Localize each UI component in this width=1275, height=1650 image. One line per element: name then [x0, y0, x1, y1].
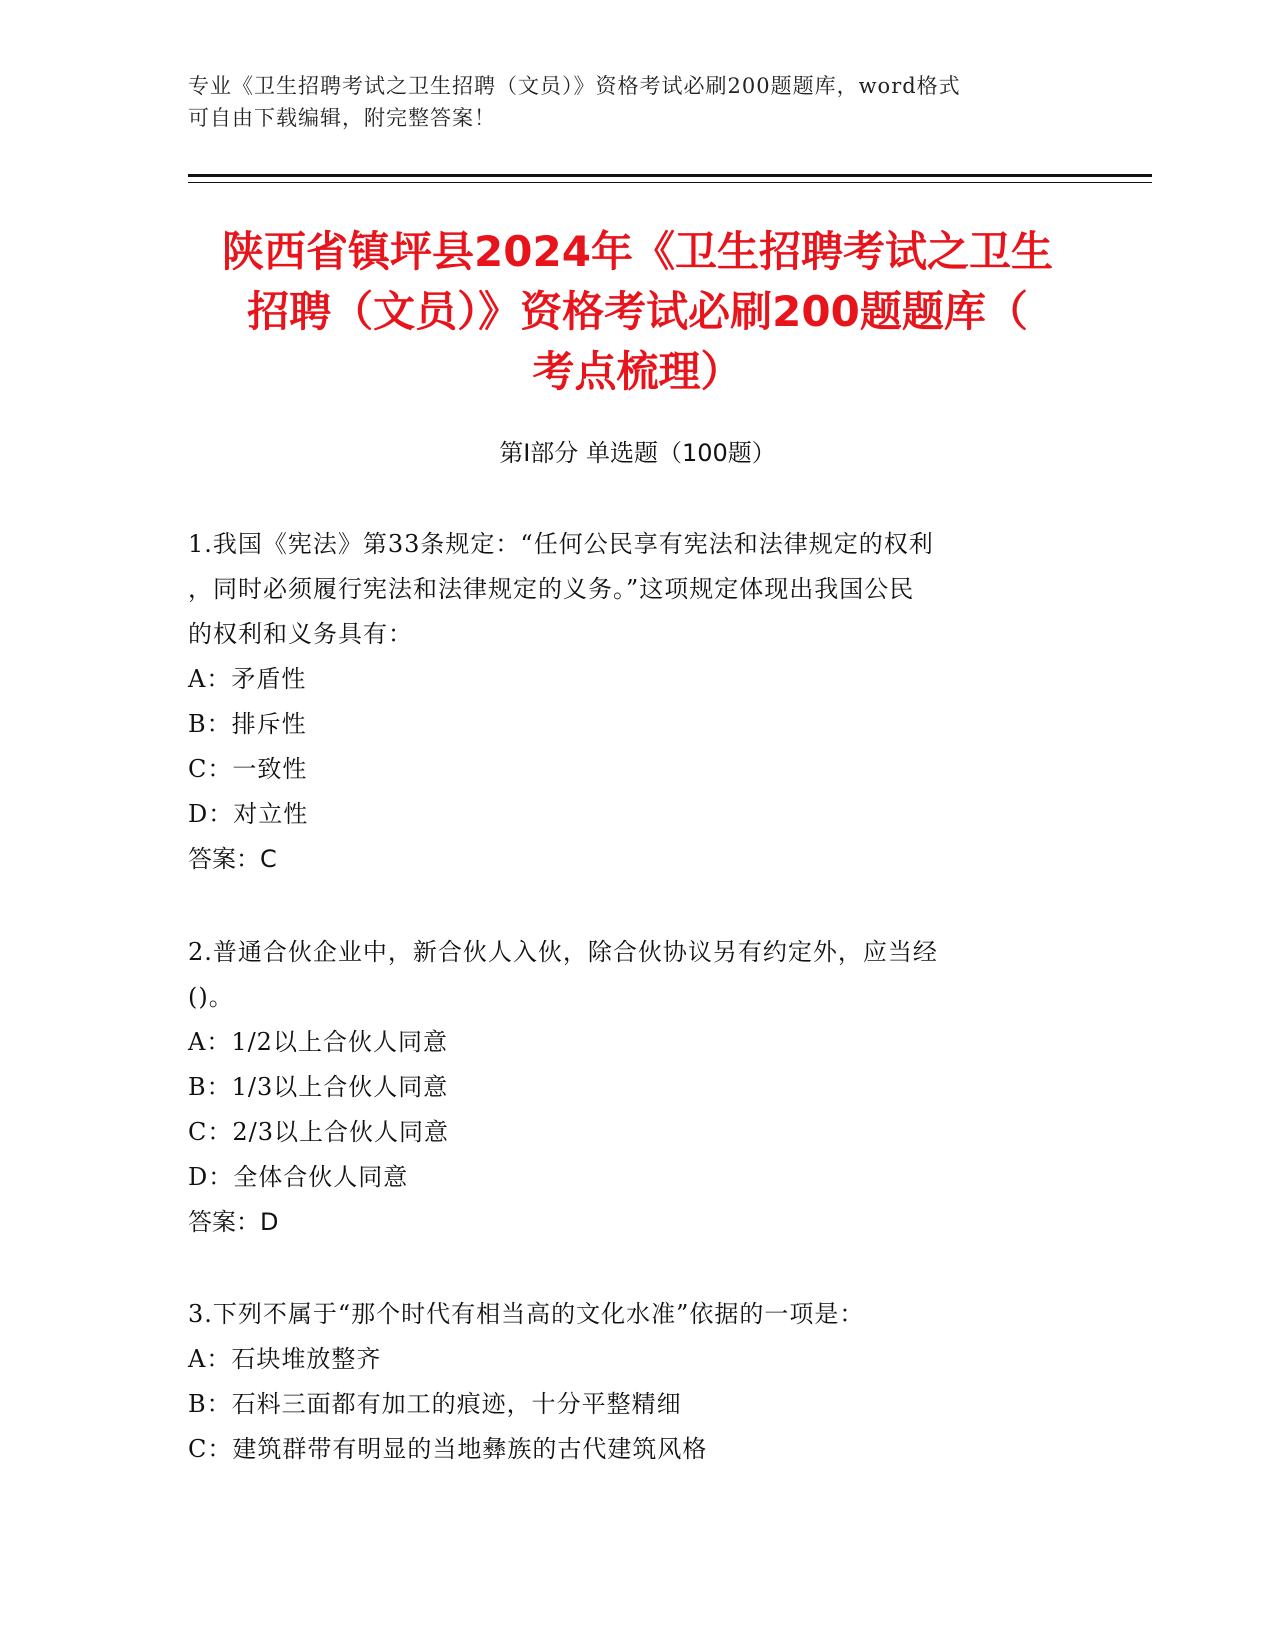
option-c: C：建筑群带有明显的当地彝族的古代建筑风格 — [188, 1435, 708, 1463]
document-title — [150, 222, 1125, 402]
header-rule-thick — [188, 174, 1152, 177]
question-text-line: 1.我国《宪法》第33条规定：“任何公民享有宪法和法律规定的权利 — [188, 530, 934, 558]
title-line-2: 招聘（文员）》资格考试必刷200题题库（ — [247, 287, 1028, 336]
answer: 答案：D — [188, 1208, 279, 1236]
question-text-line: ，同时必须履行宪法和法律规定的义务。”这项规定体现出我国公民 — [188, 575, 915, 603]
option-c: C：一致性 — [188, 755, 308, 783]
question-3 — [188, 1292, 1088, 1472]
option-d: D：全体合伙人同意 — [188, 1163, 409, 1191]
option-b: B：石料三面都有加工的痕迹，十分平整精细 — [188, 1390, 682, 1418]
option-a: A：1/2以上合伙人同意 — [188, 1028, 448, 1056]
header-rule-thin — [188, 182, 1152, 183]
header-note-line-2: 可自由下载编辑，附完整答案！ — [188, 106, 496, 130]
question-1 — [188, 522, 1088, 882]
header-note — [188, 70, 1068, 134]
title-line-1: 陕西省镇坪县2024年《卫生招聘考试之卫生 — [222, 227, 1053, 276]
option-b: B：1/3以上合伙人同意 — [188, 1073, 449, 1101]
header-note-line-1: 专业《卫生招聘考试之卫生招聘（文员）》资格考试必刷200题题库，word格式 — [188, 74, 961, 98]
question-text-line: ()。 — [188, 983, 234, 1011]
question-text-line: 2.普通合伙企业中，新合伙人入伙，除合伙协议另有约定外，应当经 — [188, 938, 938, 966]
question-text-line: 的权利和义务具有： — [188, 620, 413, 648]
question-text-line: 3.下列不属于“那个时代有相当高的文化水准”依据的一项是： — [188, 1300, 865, 1328]
option-b: B：排斥性 — [188, 710, 307, 738]
title-line-3: 考点梳理） — [532, 347, 743, 396]
option-a: A：矛盾性 — [188, 665, 307, 693]
question-2 — [188, 930, 1088, 1245]
option-d: D：对立性 — [188, 800, 309, 828]
option-c: C：2/3以上合伙人同意 — [188, 1118, 449, 1146]
answer: 答案：C — [188, 845, 277, 873]
option-a: A：石块堆放整齐 — [188, 1345, 382, 1373]
section-heading: 第Ⅰ部分 单选题（100题） — [499, 439, 776, 467]
